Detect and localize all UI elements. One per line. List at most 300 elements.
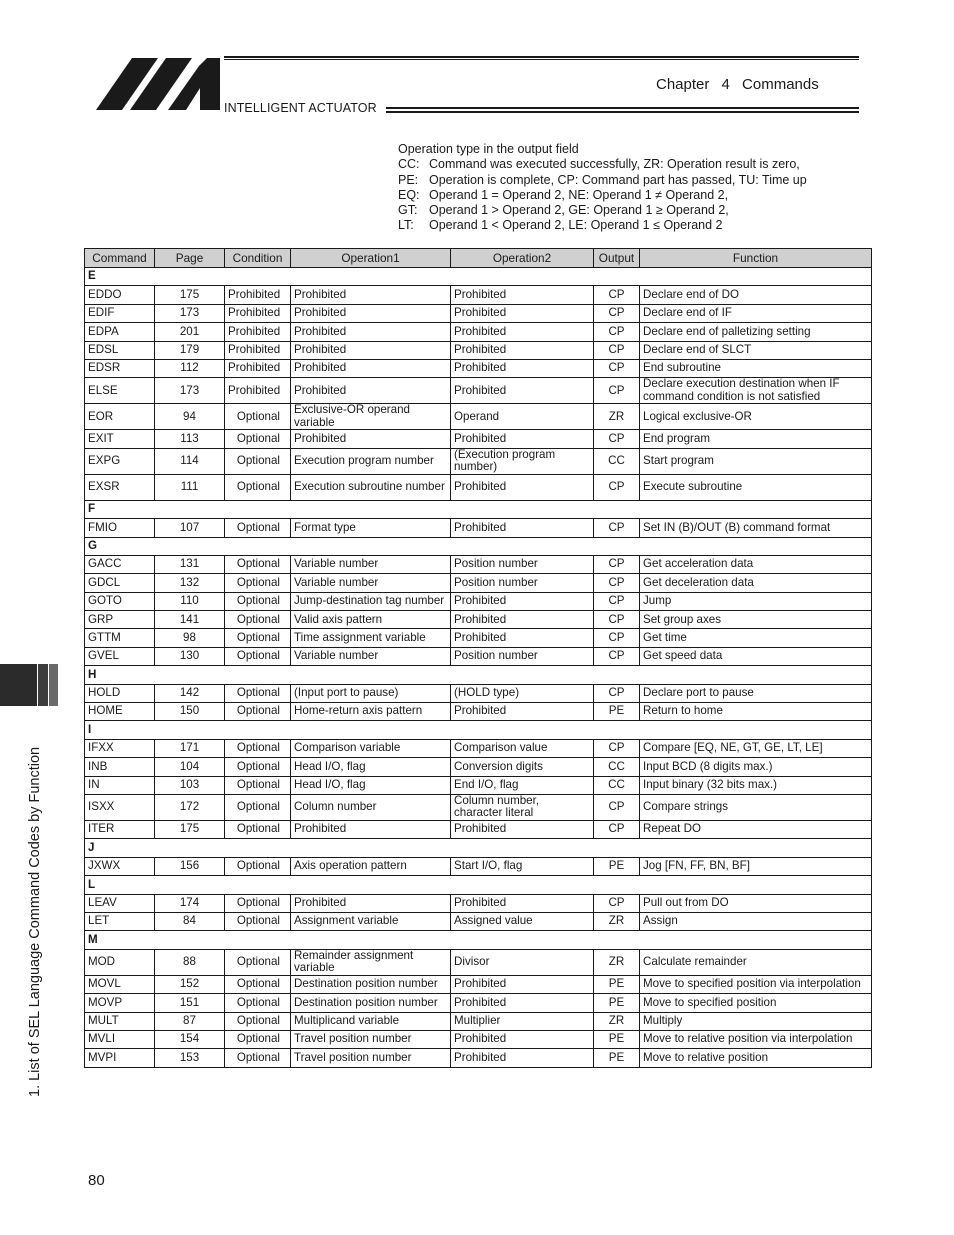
cell-operation1: Jump-destination tag number bbox=[291, 592, 451, 610]
cell-command: EDDO bbox=[85, 286, 155, 304]
cell-page: 171 bbox=[155, 739, 225, 757]
cell-operation1: Prohibited bbox=[291, 894, 451, 912]
cell-condition: Optional bbox=[225, 703, 291, 721]
cell-function: Get acceleration data bbox=[640, 555, 872, 573]
cell-operation2: Prohibited bbox=[451, 975, 594, 993]
cell-operation2: Prohibited bbox=[451, 323, 594, 341]
cell-command: EOR bbox=[85, 404, 155, 430]
cell-condition: Optional bbox=[225, 794, 291, 820]
chapter-side-tab bbox=[0, 664, 58, 706]
cell-command: MULT bbox=[85, 1012, 155, 1030]
cell-command: LEAV bbox=[85, 894, 155, 912]
legend-row bbox=[398, 203, 807, 218]
cell-function: Get deceleration data bbox=[640, 574, 872, 592]
iai-logo bbox=[96, 58, 220, 110]
col-header-function: Function bbox=[640, 249, 872, 268]
col-header-output: Output bbox=[594, 249, 640, 268]
cell-page: 150 bbox=[155, 703, 225, 721]
cell-output: CP bbox=[594, 592, 640, 610]
cell-operation2: Prohibited bbox=[451, 519, 594, 537]
cell-page: 173 bbox=[155, 378, 225, 404]
table-row bbox=[85, 555, 872, 573]
cell-page: 151 bbox=[155, 994, 225, 1012]
cell-function: Move to relative position bbox=[640, 1049, 872, 1067]
cell-operation1: Prohibited bbox=[291, 323, 451, 341]
cell-condition: Optional bbox=[225, 519, 291, 537]
chapter-heading bbox=[656, 76, 819, 93]
cell-page: 132 bbox=[155, 574, 225, 592]
cell-condition: Prohibited bbox=[225, 341, 291, 359]
cell-page: 173 bbox=[155, 304, 225, 322]
legend-text: Command was executed successfully, ZR: Operation result is zero, bbox=[429, 157, 800, 172]
cell-operation1: Column number bbox=[291, 794, 451, 820]
cell-function: Declare end of DO bbox=[640, 286, 872, 304]
cell-condition: Optional bbox=[225, 912, 291, 930]
legend-text: Operand 1 > Operand 2, GE: Operand 1 ≥ Operand 2, bbox=[429, 203, 729, 218]
table-header-row bbox=[85, 249, 872, 268]
cell-operation2: End I/O, flag bbox=[451, 776, 594, 794]
cell-operation2: (HOLD type) bbox=[451, 684, 594, 702]
table-row bbox=[85, 820, 872, 838]
table-row bbox=[85, 994, 872, 1012]
group-letter: G bbox=[85, 537, 872, 555]
cell-operation2: Prohibited bbox=[451, 286, 594, 304]
table-row bbox=[85, 378, 872, 404]
cell-condition: Optional bbox=[225, 949, 291, 975]
cell-function: Execute subroutine bbox=[640, 474, 872, 500]
cell-command: EDIF bbox=[85, 304, 155, 322]
page-number: 80 bbox=[88, 1172, 105, 1189]
cell-condition: Optional bbox=[225, 758, 291, 776]
cell-function: Jump bbox=[640, 592, 872, 610]
group-letter: I bbox=[85, 721, 872, 739]
cell-command: GRP bbox=[85, 611, 155, 629]
cell-operation2: Prohibited bbox=[451, 894, 594, 912]
legend-title: Operation type in the output field bbox=[398, 142, 579, 156]
table-row bbox=[85, 629, 872, 647]
cell-page: 130 bbox=[155, 647, 225, 665]
cell-operation1: Prohibited bbox=[291, 286, 451, 304]
table-row bbox=[85, 1049, 872, 1067]
cell-output: CP bbox=[594, 359, 640, 377]
cell-command: MOD bbox=[85, 949, 155, 975]
cell-function: Repeat DO bbox=[640, 820, 872, 838]
cell-operation2: Prohibited bbox=[451, 430, 594, 448]
col-header-operation1: Operation1 bbox=[291, 249, 451, 268]
cell-function: Start program bbox=[640, 448, 872, 474]
cell-operation1: Time assignment variable bbox=[291, 629, 451, 647]
cell-function: Move to specified position bbox=[640, 994, 872, 1012]
cell-output: CP bbox=[594, 684, 640, 702]
cell-function: Logical exclusive-OR bbox=[640, 404, 872, 430]
cell-output: CP bbox=[594, 629, 640, 647]
side-section-label: 1. List of SEL Language Command Codes by Function bbox=[27, 746, 43, 1097]
cell-operation1: Variable number bbox=[291, 647, 451, 665]
cell-operation1: Variable number bbox=[291, 574, 451, 592]
cell-command: EXSR bbox=[85, 474, 155, 500]
cell-page: 154 bbox=[155, 1030, 225, 1048]
cell-operation2: Operand bbox=[451, 404, 594, 430]
output-legend bbox=[398, 142, 807, 234]
cell-operation2: Prohibited bbox=[451, 820, 594, 838]
cell-operation1: Destination position number bbox=[291, 994, 451, 1012]
legend-key: CC: bbox=[398, 157, 420, 172]
col-header-condition: Condition bbox=[225, 249, 291, 268]
cell-command: GDCL bbox=[85, 574, 155, 592]
cell-function: Move to relative position via interpolation bbox=[640, 1030, 872, 1048]
cell-condition: Optional bbox=[225, 1030, 291, 1048]
cell-operation1: Travel position number bbox=[291, 1049, 451, 1067]
cell-page: 98 bbox=[155, 629, 225, 647]
group-row bbox=[85, 721, 872, 739]
cell-output: CC bbox=[594, 448, 640, 474]
cell-output: CP bbox=[594, 323, 640, 341]
cell-operation2: Prohibited bbox=[451, 611, 594, 629]
cell-function: Set IN (B)/OUT (B) command format bbox=[640, 519, 872, 537]
cell-condition: Optional bbox=[225, 430, 291, 448]
cell-condition: Optional bbox=[225, 448, 291, 474]
legend-row bbox=[398, 157, 807, 172]
cell-page: 110 bbox=[155, 592, 225, 610]
cell-command: EXIT bbox=[85, 430, 155, 448]
cell-condition: Optional bbox=[225, 1049, 291, 1067]
group-row bbox=[85, 666, 872, 684]
cell-function: Compare [EQ, NE, GT, GE, LT, LE] bbox=[640, 739, 872, 757]
table-row bbox=[85, 758, 872, 776]
cell-operation2: Position number bbox=[451, 555, 594, 573]
chapter-label: Chapter 4 bbox=[656, 76, 730, 93]
cell-page: 179 bbox=[155, 341, 225, 359]
cell-function: Calculate remainder bbox=[640, 949, 872, 975]
group-row bbox=[85, 268, 872, 286]
cell-operation1: Destination position number bbox=[291, 975, 451, 993]
cell-function: Get time bbox=[640, 629, 872, 647]
cell-operation2: Prohibited bbox=[451, 378, 594, 404]
cell-output: CP bbox=[594, 611, 640, 629]
cell-operation2: Prohibited bbox=[451, 359, 594, 377]
cell-condition: Optional bbox=[225, 555, 291, 573]
cell-output: ZR bbox=[594, 1012, 640, 1030]
cell-operation2: Comparison value bbox=[451, 739, 594, 757]
cell-operation2: (Execution program number) bbox=[451, 448, 594, 474]
cell-page: 156 bbox=[155, 857, 225, 875]
cell-page: 88 bbox=[155, 949, 225, 975]
cell-operation1: Prohibited bbox=[291, 430, 451, 448]
cell-operation1: Prohibited bbox=[291, 304, 451, 322]
cell-operation1: Remainder assignment variable bbox=[291, 949, 451, 975]
cell-condition: Prohibited bbox=[225, 359, 291, 377]
cell-function: Get speed data bbox=[640, 647, 872, 665]
cell-page: 112 bbox=[155, 359, 225, 377]
cell-function: Declare end of IF bbox=[640, 304, 872, 322]
cell-page: 142 bbox=[155, 684, 225, 702]
cell-page: 111 bbox=[155, 474, 225, 500]
cell-command: GVEL bbox=[85, 647, 155, 665]
table-row bbox=[85, 574, 872, 592]
cell-operation1: Prohibited bbox=[291, 378, 451, 404]
cell-function: End program bbox=[640, 430, 872, 448]
cell-operation1: Prohibited bbox=[291, 820, 451, 838]
command-table bbox=[84, 248, 872, 1068]
cell-operation1: Multiplicand variable bbox=[291, 1012, 451, 1030]
cell-operation1: Valid axis pattern bbox=[291, 611, 451, 629]
cell-operation2: Conversion digits bbox=[451, 758, 594, 776]
cell-output: CP bbox=[594, 286, 640, 304]
cell-page: 131 bbox=[155, 555, 225, 573]
cell-command: GOTO bbox=[85, 592, 155, 610]
legend-key: PE: bbox=[398, 172, 419, 187]
cell-operation1: Exclusive-OR operand variable bbox=[291, 404, 451, 430]
cell-output: ZR bbox=[594, 949, 640, 975]
table-row bbox=[85, 519, 872, 537]
cell-condition: Optional bbox=[225, 404, 291, 430]
group-letter: E bbox=[85, 268, 872, 286]
cell-condition: Optional bbox=[225, 629, 291, 647]
table-row bbox=[85, 474, 872, 500]
legend-key: EQ: bbox=[398, 187, 420, 202]
cell-condition: Optional bbox=[225, 1012, 291, 1030]
table-row bbox=[85, 1030, 872, 1048]
table-row bbox=[85, 647, 872, 665]
cell-output: CP bbox=[594, 820, 640, 838]
table-row bbox=[85, 323, 872, 341]
header-rule-bottom bbox=[386, 107, 859, 113]
cell-operation1: Prohibited bbox=[291, 341, 451, 359]
table-row bbox=[85, 857, 872, 875]
cell-condition: Optional bbox=[225, 647, 291, 665]
cell-operation2: Multiplier bbox=[451, 1012, 594, 1030]
group-letter: J bbox=[85, 839, 872, 857]
cell-command: ISXX bbox=[85, 794, 155, 820]
brand-name: INTELLIGENT ACTUATOR bbox=[224, 101, 377, 115]
col-header-page: Page bbox=[155, 249, 225, 268]
cell-operation1: Execution program number bbox=[291, 448, 451, 474]
cell-operation1: Assignment variable bbox=[291, 912, 451, 930]
cell-function: Input BCD (8 digits max.) bbox=[640, 758, 872, 776]
cell-page: 103 bbox=[155, 776, 225, 794]
legend-row bbox=[398, 188, 807, 203]
cell-output: ZR bbox=[594, 912, 640, 930]
table-row bbox=[85, 684, 872, 702]
cell-function: Jog [FN, FF, BN, BF] bbox=[640, 857, 872, 875]
cell-function: Assign bbox=[640, 912, 872, 930]
header-rule-top bbox=[224, 56, 859, 60]
cell-condition: Optional bbox=[225, 574, 291, 592]
group-letter: F bbox=[85, 500, 872, 518]
cell-condition: Optional bbox=[225, 994, 291, 1012]
cell-output: CP bbox=[594, 894, 640, 912]
table-row bbox=[85, 776, 872, 794]
table-row bbox=[85, 404, 872, 430]
cell-operation1: (Input port to pause) bbox=[291, 684, 451, 702]
cell-output: CP bbox=[594, 474, 640, 500]
cell-command: FMIO bbox=[85, 519, 155, 537]
cell-page: 107 bbox=[155, 519, 225, 537]
cell-command: MOVP bbox=[85, 994, 155, 1012]
cell-page: 84 bbox=[155, 912, 225, 930]
cell-operation1: Home-return axis pattern bbox=[291, 703, 451, 721]
group-letter: L bbox=[85, 876, 872, 894]
col-header-command: Command bbox=[85, 249, 155, 268]
legend-row bbox=[398, 173, 807, 188]
table-row bbox=[85, 975, 872, 993]
cell-command: GACC bbox=[85, 555, 155, 573]
legend-text: Operation is complete, CP: Command part has passed, TU: Time up bbox=[429, 172, 807, 187]
table-row bbox=[85, 1012, 872, 1030]
table-row bbox=[85, 912, 872, 930]
cell-output: CP bbox=[594, 739, 640, 757]
cell-command: MOVL bbox=[85, 975, 155, 993]
cell-command: ELSE bbox=[85, 378, 155, 404]
table-row bbox=[85, 703, 872, 721]
table-row bbox=[85, 448, 872, 474]
group-letter: M bbox=[85, 931, 872, 949]
cell-function: Pull out from DO bbox=[640, 894, 872, 912]
table-row bbox=[85, 949, 872, 975]
legend-key: LT: bbox=[398, 218, 414, 233]
cell-output: CP bbox=[594, 574, 640, 592]
cell-page: 94 bbox=[155, 404, 225, 430]
cell-condition: Prohibited bbox=[225, 304, 291, 322]
cell-operation2: Prohibited bbox=[451, 304, 594, 322]
cell-operation2: Start I/O, flag bbox=[451, 857, 594, 875]
cell-function: Declare port to pause bbox=[640, 684, 872, 702]
cell-condition: Optional bbox=[225, 776, 291, 794]
group-row bbox=[85, 876, 872, 894]
cell-operation2: Prohibited bbox=[451, 592, 594, 610]
cell-output: PE bbox=[594, 857, 640, 875]
cell-function: Declare end of palletizing setting bbox=[640, 323, 872, 341]
cell-operation1: Axis operation pattern bbox=[291, 857, 451, 875]
group-row bbox=[85, 931, 872, 949]
cell-function: Return to home bbox=[640, 703, 872, 721]
table-row bbox=[85, 592, 872, 610]
cell-page: 141 bbox=[155, 611, 225, 629]
cell-page: 175 bbox=[155, 820, 225, 838]
group-row bbox=[85, 500, 872, 518]
cell-page: 104 bbox=[155, 758, 225, 776]
cell-function: Multiply bbox=[640, 1012, 872, 1030]
table-row bbox=[85, 430, 872, 448]
cell-operation2: Prohibited bbox=[451, 994, 594, 1012]
cell-operation1: Travel position number bbox=[291, 1030, 451, 1048]
cell-condition: Prohibited bbox=[225, 286, 291, 304]
cell-page: 113 bbox=[155, 430, 225, 448]
cell-command: JXWX bbox=[85, 857, 155, 875]
cell-condition: Optional bbox=[225, 474, 291, 500]
cell-condition: Optional bbox=[225, 684, 291, 702]
col-header-operation2: Operation2 bbox=[451, 249, 594, 268]
cell-operation2: Position number bbox=[451, 647, 594, 665]
table-row bbox=[85, 739, 872, 757]
cell-function: Move to specified position via interpolation bbox=[640, 975, 872, 993]
cell-operation2: Prohibited bbox=[451, 703, 594, 721]
cell-command: GTTM bbox=[85, 629, 155, 647]
cell-page: 152 bbox=[155, 975, 225, 993]
table-row bbox=[85, 894, 872, 912]
legend-row bbox=[398, 218, 807, 233]
cell-command: EXPG bbox=[85, 448, 155, 474]
cell-operation2: Prohibited bbox=[451, 629, 594, 647]
legend-key: GT: bbox=[398, 203, 418, 218]
cell-function: End subroutine bbox=[640, 359, 872, 377]
cell-command: IFXX bbox=[85, 739, 155, 757]
cell-command: ITER bbox=[85, 820, 155, 838]
cell-page: 153 bbox=[155, 1049, 225, 1067]
cell-command: IN bbox=[85, 776, 155, 794]
cell-output: CC bbox=[594, 776, 640, 794]
cell-output: ZR bbox=[594, 404, 640, 430]
cell-function: Compare strings bbox=[640, 794, 872, 820]
cell-page: 174 bbox=[155, 894, 225, 912]
group-letter: H bbox=[85, 666, 872, 684]
cell-page: 201 bbox=[155, 323, 225, 341]
cell-command: INB bbox=[85, 758, 155, 776]
cell-function: Set group axes bbox=[640, 611, 872, 629]
cell-operation2: Position number bbox=[451, 574, 594, 592]
cell-output: PE bbox=[594, 975, 640, 993]
table-row bbox=[85, 286, 872, 304]
cell-condition: Optional bbox=[225, 975, 291, 993]
cell-condition: Optional bbox=[225, 592, 291, 610]
cell-operation1: Comparison variable bbox=[291, 739, 451, 757]
cell-output: CC bbox=[594, 758, 640, 776]
cell-operation1: Head I/O, flag bbox=[291, 758, 451, 776]
cell-command: LET bbox=[85, 912, 155, 930]
cell-command: EDSR bbox=[85, 359, 155, 377]
cell-page: 87 bbox=[155, 1012, 225, 1030]
cell-operation2: Prohibited bbox=[451, 474, 594, 500]
cell-output: CP bbox=[594, 794, 640, 820]
cell-output: CP bbox=[594, 555, 640, 573]
cell-condition: Optional bbox=[225, 857, 291, 875]
cell-operation1: Format type bbox=[291, 519, 451, 537]
cell-command: EDPA bbox=[85, 323, 155, 341]
cell-output: PE bbox=[594, 994, 640, 1012]
table-row bbox=[85, 359, 872, 377]
cell-command: HOME bbox=[85, 703, 155, 721]
cell-output: CP bbox=[594, 430, 640, 448]
group-row bbox=[85, 537, 872, 555]
cell-command: MVPI bbox=[85, 1049, 155, 1067]
cell-output: CP bbox=[594, 647, 640, 665]
cell-output: CP bbox=[594, 519, 640, 537]
cell-command: EDSL bbox=[85, 341, 155, 359]
table-row bbox=[85, 304, 872, 322]
cell-operation2: Prohibited bbox=[451, 1049, 594, 1067]
cell-operation2: Prohibited bbox=[451, 341, 594, 359]
legend-text: Operand 1 = Operand 2, NE: Operand 1 ≠ Operand 2, bbox=[429, 187, 729, 202]
cell-condition: Optional bbox=[225, 820, 291, 838]
cell-condition: Optional bbox=[225, 739, 291, 757]
cell-function: Declare execution destination when IF command condition is not satisfied bbox=[640, 378, 872, 404]
cell-page: 172 bbox=[155, 794, 225, 820]
cell-command: MVLI bbox=[85, 1030, 155, 1048]
cell-function: Input binary (32 bits max.) bbox=[640, 776, 872, 794]
table-row bbox=[85, 794, 872, 820]
cell-condition: Prohibited bbox=[225, 378, 291, 404]
cell-operation2: Column number, character literal bbox=[451, 794, 594, 820]
cell-output: CP bbox=[594, 378, 640, 404]
cell-output: PE bbox=[594, 1049, 640, 1067]
table-row bbox=[85, 341, 872, 359]
cell-output: CP bbox=[594, 341, 640, 359]
cell-operation1: Variable number bbox=[291, 555, 451, 573]
cell-function: Declare end of SLCT bbox=[640, 341, 872, 359]
cell-operation2: Divisor bbox=[451, 949, 594, 975]
cell-page: 175 bbox=[155, 286, 225, 304]
cell-condition: Optional bbox=[225, 894, 291, 912]
